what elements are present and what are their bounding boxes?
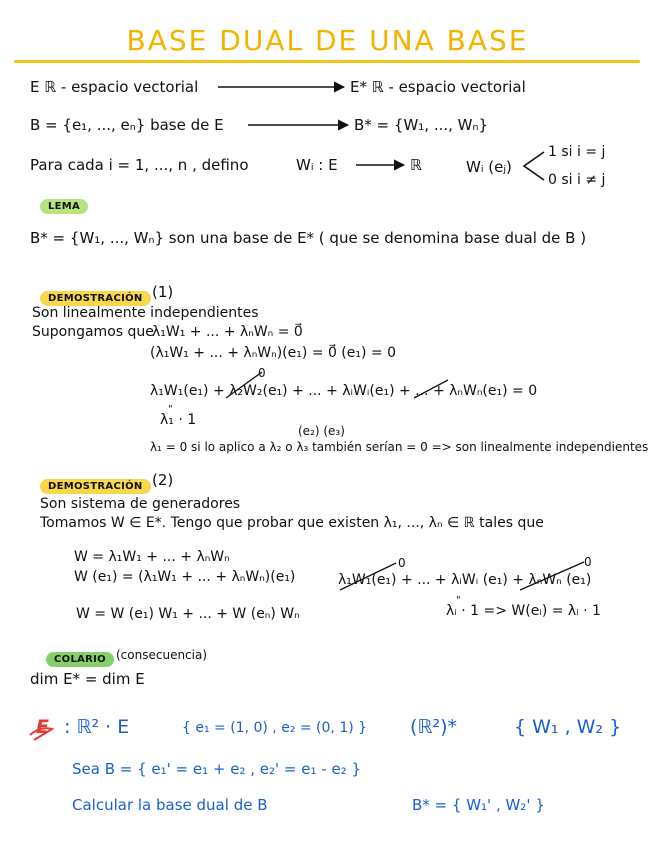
dem1-eq1: λ₁W₁ + ... + λₙWₙ = 0⃗ [152, 324, 303, 340]
strike-icon [340, 563, 396, 590]
line2-right: B* = {W₁, ..., Wₙ} [354, 116, 489, 134]
dem2-second-zero-icon: 0 [584, 555, 592, 569]
example-dual-set: { W₁ , W₂ } [514, 716, 622, 738]
line1-right: E* ℝ - espacio vectorial [350, 78, 526, 96]
dem2-number: (2) [152, 471, 174, 489]
dem1-eq3: λ₁W₁(e₁) + λ₂W₂(e₁) + ... + λᵢWᵢ(e₁) + ... + λₙWₙ(e₁) = 0 [150, 383, 538, 399]
dem2-line1: Son sistema de generadores [40, 496, 241, 512]
line3-case-one: 1 si i = j [548, 144, 606, 160]
example-mark: E [36, 716, 49, 738]
dem1-eq5-small: (e₂) (e₃) [298, 424, 345, 438]
dem2-line2: Tomamos W ∈ E*. Tengo que probar que existen λ₁, ..., λₙ ∈ ℝ tales que [40, 515, 544, 531]
corolario-note: (consecuencia) [116, 648, 208, 662]
dem2-eq1: W = λ₁W₁ + ... + λₙWₙ [74, 549, 230, 565]
dem1-number: (1) [152, 283, 174, 301]
dem1-eq5: λ₁ = 0 si lo aplico a λ₂ o λ₃ también serían = 0 => son linealmente independientes [150, 440, 649, 454]
page-title: BASE DUAL DE UNA BASE [126, 24, 529, 57]
line3-case-zero: 0 si i ≠ j [548, 172, 606, 188]
lema-text: B* = {W₁, ..., Wₙ} son una base de E* ( que se denomina base dual de B ) [30, 229, 587, 247]
dem2-right-eq2: λᵢ · 1 => W(eᵢ) = λᵢ · 1 [446, 603, 601, 619]
lambda-equals-icon: " [168, 404, 173, 415]
line3-map: Wᵢ : E [296, 156, 338, 174]
line1-left: E ℝ - espacio vectorial [30, 78, 199, 96]
dem2-eq3: W = W (e₁) W₁ + ... + W (eₙ) Wₙ [76, 606, 300, 622]
example-line1: : ℝ² · E [64, 716, 130, 738]
example-dual-space: (ℝ²)* [410, 716, 457, 738]
lambda-equals-icon: " [456, 595, 461, 606]
example-line2: Sea B = { e₁' = e₁ + e₂ , e₂' = e₁ - e₂ } [72, 760, 361, 778]
example-line3: Calcular la base dual de B [72, 796, 268, 814]
dem1-eq4: λ₁ · 1 [160, 412, 197, 428]
example-basis-set: { e₁ = (1, 0) , e₂ = (0, 1) } [182, 720, 368, 736]
line3-codomain: ℝ [410, 156, 422, 174]
line2-left: B = {e₁, ..., eₙ} base de E [30, 116, 224, 134]
dem2-right-eq1: λ₁W₁(e₁) + ... + λᵢWᵢ (e₁) + λₙWₙ (e₁) [338, 572, 592, 588]
lema-badge: LEMA [40, 194, 88, 214]
line3-definition: Wᵢ (eⱼ) [466, 158, 512, 176]
case-brace-icon [524, 152, 544, 180]
corolario-text: dim E* = dim E [30, 670, 145, 688]
dem1-badge: DEMOSTRACIÓN [40, 286, 151, 306]
dem1-zero: 0 [258, 366, 266, 380]
dem2-eq2: W (e₁) = (λ₁W₁ + ... + λₙWₙ)(e₁) [74, 569, 296, 585]
dem1-line2: Supongamos que [32, 324, 154, 340]
dem2-right-zero: 0 [398, 556, 406, 570]
dem1-line1: Son linealmente independientes [32, 305, 259, 321]
strike-icon [414, 380, 448, 398]
strike-icon [226, 372, 262, 398]
line3-left: Para cada i = 1, ..., n , defino [30, 156, 249, 174]
corolario-badge: COLARIO [46, 647, 114, 667]
strike-icon [520, 562, 584, 590]
dem1-eq2: (λ₁W₁ + ... + λₙWₙ)(e₁) = 0⃗ (e₁) = 0 [150, 345, 396, 361]
example-dual-answer: B* = { W₁' , W₂' } [412, 796, 545, 814]
dem2-badge: DEMOSTRACIÓN [40, 474, 151, 494]
scribble-icon [30, 728, 52, 740]
